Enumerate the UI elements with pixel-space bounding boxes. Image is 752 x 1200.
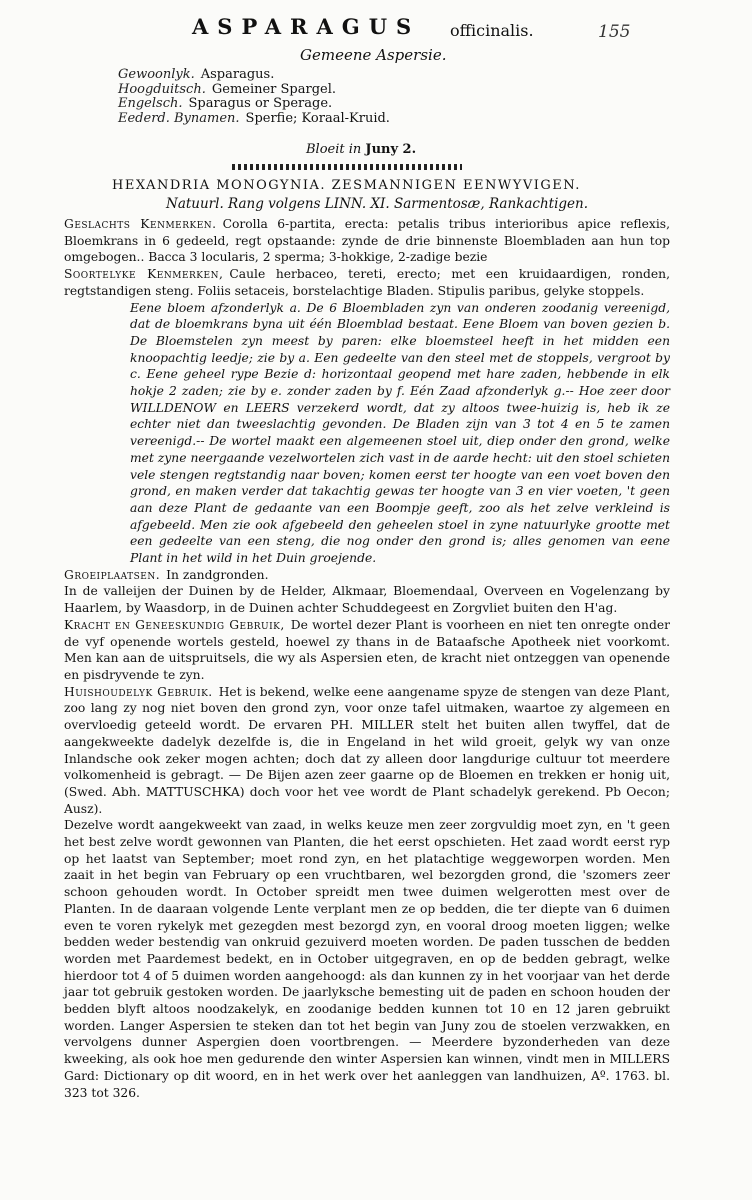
genus-title: ASPARAGUS (192, 14, 421, 39)
section-heading: Kracht en Geneeskundig Gebruik, (64, 617, 285, 632)
name-row (118, 83, 538, 98)
body-text (64, 216, 670, 1101)
name-value: Sperfie; Koraal-Kruid. (245, 110, 390, 126)
section-heading: Soortelyke Kenmerken, (64, 267, 224, 282)
name-row (118, 97, 538, 112)
name-value: Gemeiner Spargel. (211, 81, 337, 97)
common-name: Gemeene Aspersie. (300, 46, 447, 64)
genus-characteristics (64, 216, 670, 266)
domestic-use (64, 684, 670, 818)
section-text: Corolla 6-partita, erecta: petalis tribus interioribus apice reflexis, Bloemkrans in 6 gedeeld, regt opstaande: zynde de drie binnenste Bloembladen aan hun top omgebogen.. Bacca 3 locularis, 2 sperma; 3-hokkige, 2-zadige bezie (64, 217, 670, 265)
handwritten-page-number: 155 (598, 22, 631, 42)
bloom-label: Bloeit in (306, 142, 362, 157)
section-heading: Groeiplaatsen. (64, 567, 161, 582)
habitat (64, 567, 670, 584)
species-title: officinalis. (450, 21, 534, 40)
section-heading: Geslachts Kenmerken. (64, 217, 217, 231)
section-text: Caule herbaceo, tereti, erecto; met een kruidaardigen, ronden, regtstandigen steng. Foliis setaceis, borstelachtige Bladen. Stipulis paribus, gelyke stoppels. (64, 267, 670, 298)
linnaean-class: HEXANDRIA MONOGYNIA. ZESMANNIGEN EENWYVIGEN. (112, 178, 581, 193)
name-row (118, 68, 538, 83)
name-value: Asparagus. (200, 67, 275, 82)
bloom-time (306, 142, 416, 157)
name-label: Eederd. Bynamen. (118, 110, 240, 126)
bloom-value: Juny 2. (365, 142, 417, 157)
name-row (118, 112, 538, 127)
section-text: De wortel dezer Plant is voorheen en niet ten onregte onder de vyf openende wortels gesteld, hoewel zy thans in de Bataafsche Apotheek niet voorkomt. Men kan aan de uitspruitsels, die wy als Aspersien eten, de kracht niet ontzeggen van openende en pisdryvende te zyn. (64, 617, 670, 682)
section-heading: Huishoudelyk Gebruik. (64, 684, 213, 699)
name-value: Sparagus or Sperage. (188, 96, 333, 111)
cultivation: Dezelve wordt aangekweekt van zaad, in welks keuze men zeer zorgvuldig moet zyn, en 't geen het best zelve wordt gewonnen van Planten, die het eerst opschieten. Het zaad wordt eerst ryp op het laatst van September; moet rond zyn, en het platachtige weggeworpen worden. Men zaait in het begin van February op een vruchtbaren, wel bezorgden grond, die 'szomers zeer schoon gehouden wordt. In October spreidt men twee duimen welgerotten mest over de Planten. In de daaraan volgende Lente verplant men ze op bedden, die ter diepte van 6 duimen even te voren rykelyk met gezegden mest bezorgd zyn, en vooral droog moeten liggen; welke bedden weder bestendig van onkruid gezuiverd moeten worden. De paden tusschen de bedden worden met Paardemest bedekt, en in October uitgegraven, en op de bedden gebragt, welke hierdoor tot 4 of 5 duimen worden aangehoogd: als dan kunnen zy in het voorjaar van het derde jaar tot gebruik gestoken worden. De jaarlyksche bemesting uit de paden en schoon houden der bedden blyft altoos noodzakelyk, en zoodanige bedden kunnen tot 10 en 12 jaren gebruikt worden. Langer Aspersien te steken dan tot het begin van Juny zou de stoelen verzwakken, en vervolgens dunner Aspergien doen voortbrengen. — Meerdere byzonderheden van deze kweeking, als ook hoe men gedurende den winter Aspersien kan winnen, vindt men in MILLERS Gard: Dictionary op dit woord, en in het werk over het aanleggen van landhuizen, Aº. 1763. bl. 323 tot 326. (64, 818, 670, 1100)
vernacular-names (118, 68, 538, 126)
page-heading (192, 14, 572, 48)
ornamental-divider (232, 164, 462, 170)
section-text: In zandgronden. (166, 567, 269, 582)
name-label: Hoogduitsch. (118, 81, 206, 97)
section-text: Het is bekend, welke eene aangename spyze de stengen van deze Plant, zoo lang zy nog niet boven den grond zyn, voor onze tafel uitmaken, waartoe zy algemeen en overvloedig geteeld wordt. De ervaren PH. MILLER stelt het buiten allen twyffel, dat de aangekweekte dadelyk dezelfde is, die in Engeland in het wild groeit, gelyk wy van onze Inlandsche ook zeker mogen achten; doch dat zy alleen door langdurige cultuur tot meerdere volkomenheid is gebragt. — De Bijen azen zeer gaarne op de Bloemen en trekken er honig uit, (Swed. Abh. MATTUSCHKA) doch voor het vee wordt de Plant schadelyk gerekend. Pb Oecon; Ausz). (64, 684, 670, 816)
name-label: Gewoonlyk. (118, 67, 195, 82)
medicinal-use (64, 617, 670, 684)
plate-description: Eene bloem afzonderlyk a. De 6 Bloembladen zyn van onderen zoodanig vereenigd, dat de bloemkrans byna uit één Bloemblad bestaat. Eene Bloem van boven gezien b. De Bloemstelen zyn meest by paren: elke bloemsteel heeft in het midden een knoopachtig leedje; zie by a. Een gedeelte van den steel met de stoppels, vergroot by c. Eene geheel rype Bezie d: horizontaal geopend met hare zaden, hebbende in elk hokje 2 zaden; zie by e. zonder zaden by f. Eén Zaad afzonderlyk g.-- Hoe zeer door WILLDENOW en LEERS verzekerd wordt, dat zy altoos twee-huizig is, heb ik ze echter niet dan tweeslachtig gevonden. De Bladen zijn van 3 tot 4 en 5 te zamen vereenigd.-- De wortel maakt een algemeenen stoel uit, diep onder den grond, welke met zyne neergaande vezelwortelen zich vast in de aarde hecht: uit den stoel schieten vele stengen regtstandig naar boven; komen eerst ter hoogte van een voet boven den grond, en maken verder dat takachtig gewas ter hoogte van 3 en vier voeten, 't geen aan deze Plant de gedaante van een Boompje geeft, zoo als het zelve verkleind is afgebeeld. Men zie ook afgebeeld den geheelen stoel in zyne natuurlyke grootte met een gedeelte van een steng, die nog onder den grond is; alles genomen van eene Plant in het wild in het Duin groejende. (130, 300, 670, 566)
natural-rank: Natuurl. Rang volgens LINN. XI. Sarmentosæ, Rankachtigen. (166, 196, 589, 212)
species-characteristics (64, 266, 670, 299)
name-label: Engelsch. (118, 96, 183, 111)
habitat-locations: In de valleijen der Duinen by de Helder, Alkmaar, Bloemendaal, Overveen en Vogelenzang by Haarlem, by Waasdorp, in de Duinen achter Schuddegeest en Zorgvliet buiten den H'ag. (64, 584, 670, 616)
